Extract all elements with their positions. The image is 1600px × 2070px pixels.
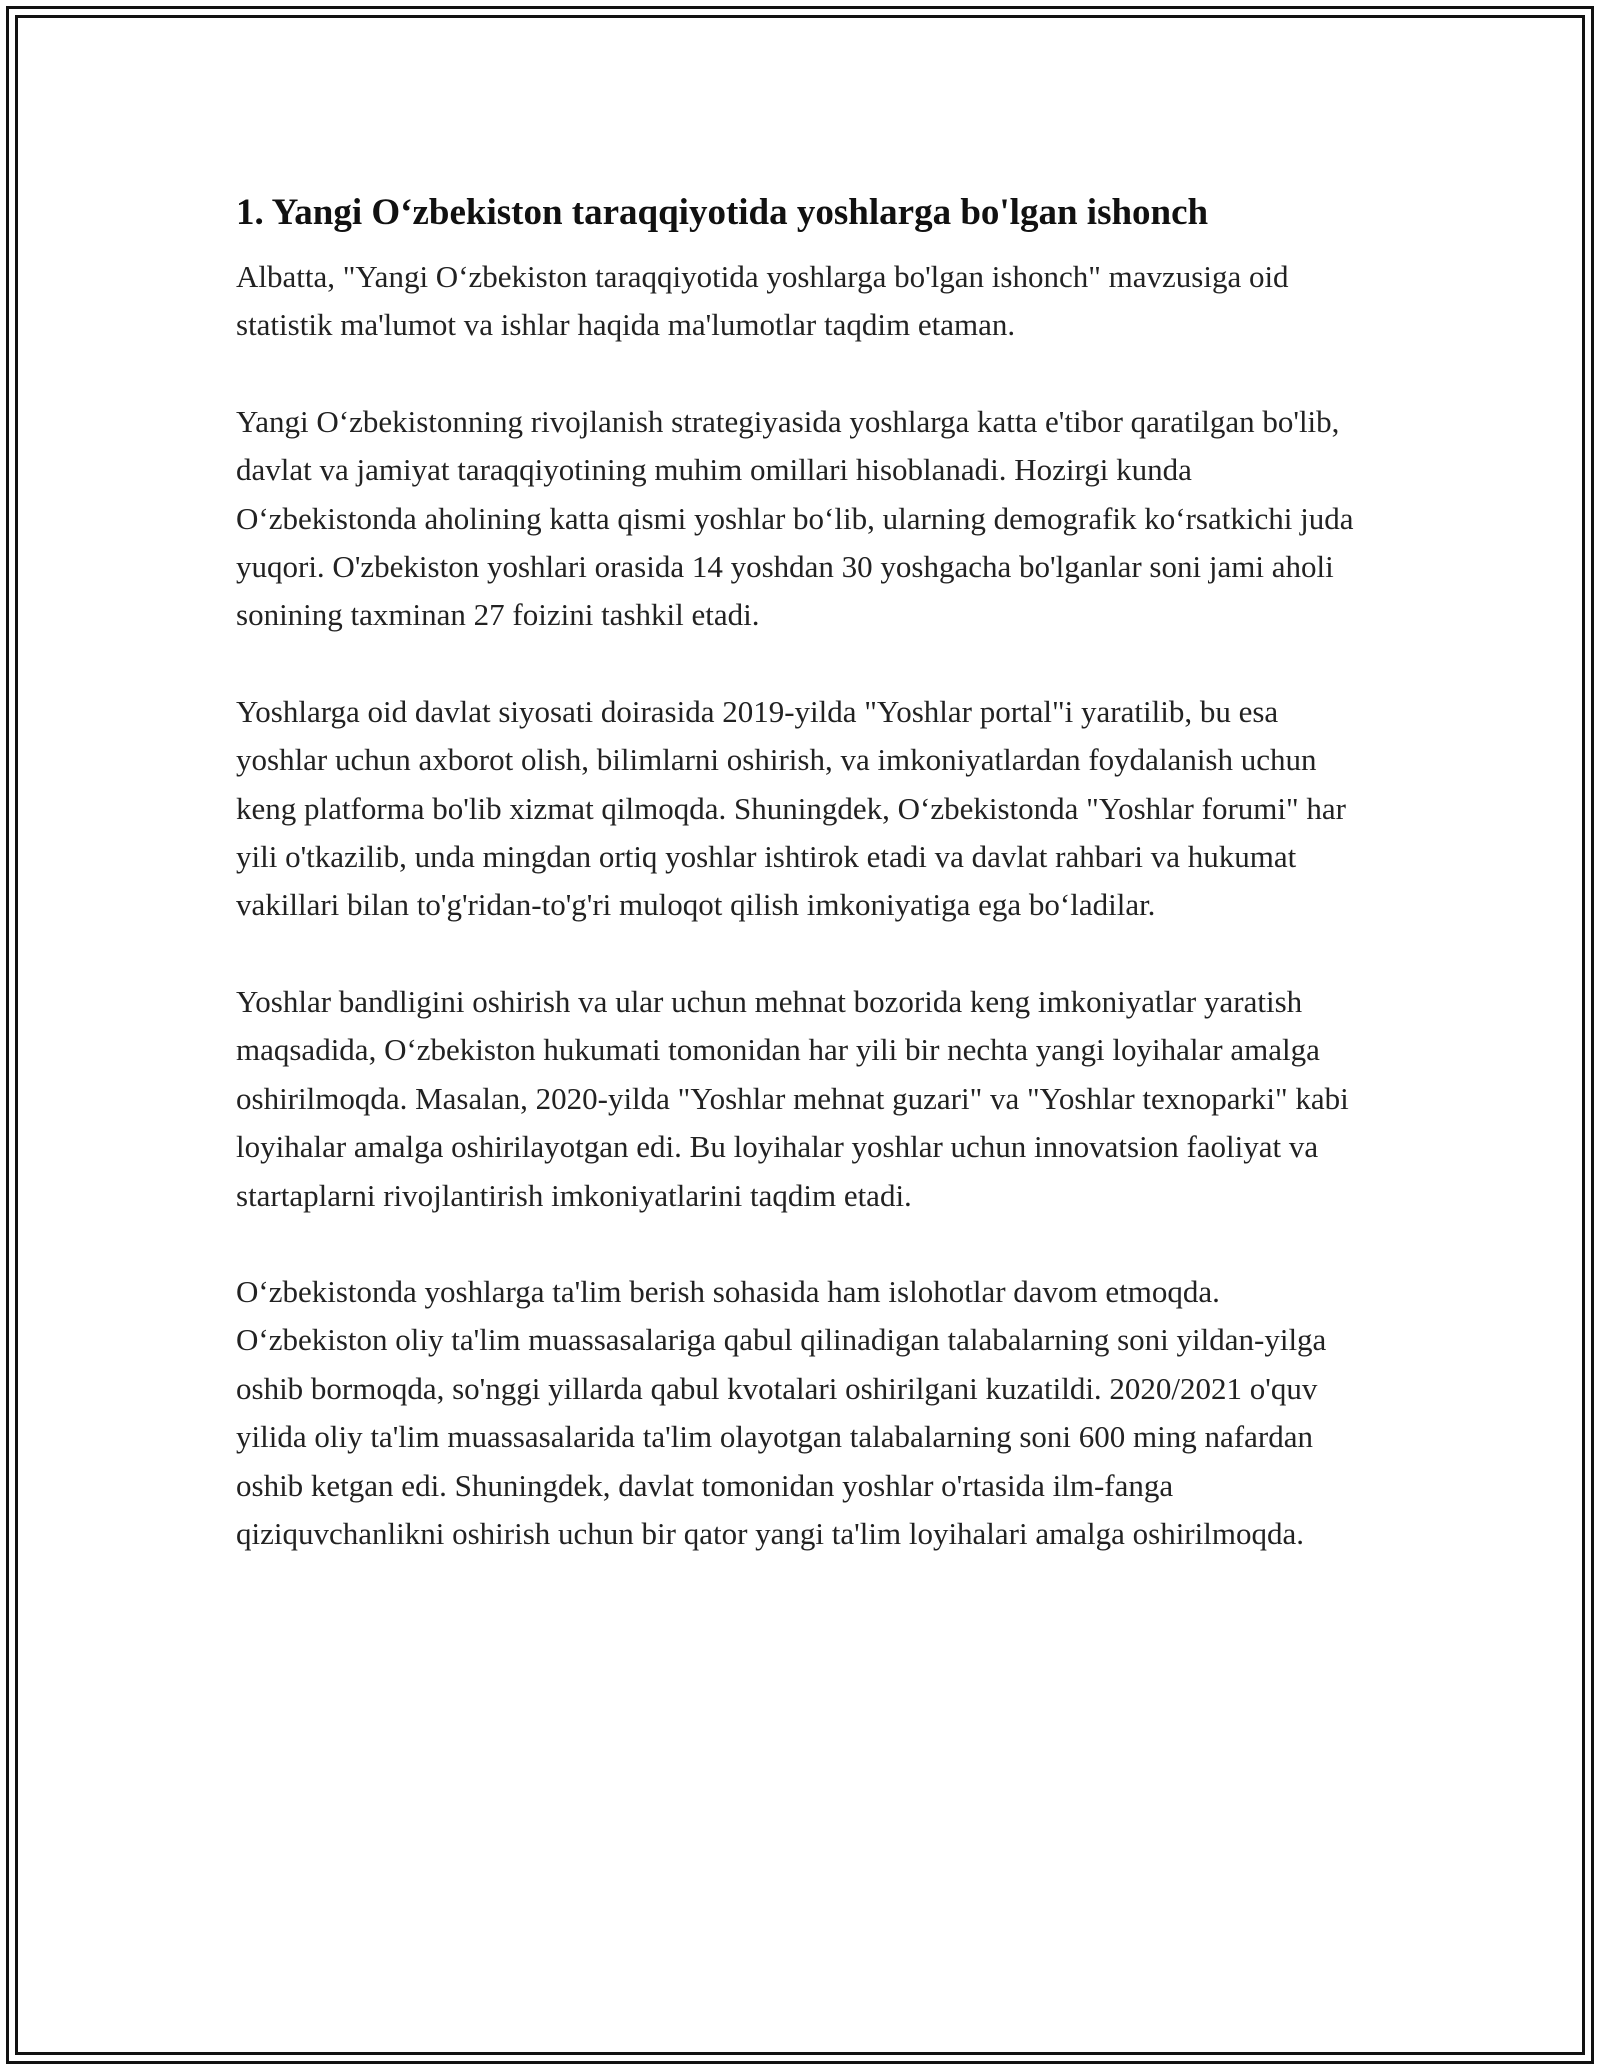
document-body	[236, 185, 1366, 1606]
paragraph-education: O‘zbekistonda yoshlarga ta'lim berish sohasida ham islohotlar davom etmoqda. O‘zbekiston oliy ta'lim muassasalariga qabul qilinadigan talabalarning soni yildan-yilga oshib bormoqda, so'nggi yillarda qabul kvotalari oshirilgani kuzatildi. 2020/2021 o'quv yilida oliy ta'lim muassasalarida ta'lim olayotgan talabalarning soni 600 ming nafardan oshib ketgan edi. Shuningdek, davlat tomonidan yoshlar o'rtasida ilm-fanga qiziquvchanlikni oshirish uchun bir qator yangi ta'lim loyihalari amalga oshirilmoqda.	[236, 1273, 1327, 1551]
paragraph-intro: Albatta, "Yangi O‘zbekiston taraqqiyotida yoshlarga bo'lgan ishonch" mavzusiga oid statistik ma'lumot va ishlar haqida ma'lumotlar taqdim etaman.	[236, 259, 1289, 343]
paragraph-employment: Yoshlar bandligini oshirish va ular uchun mehnat bozorida keng imkoniyatlar yaratish maqsadida, O‘zbekiston hukumati tomonidan har yili bir nechta yangi loyihalar amalga oshirilmoqda. Masalan, 2020-yilda "Yoshlar mehnat guzari" va "Yoshlar texnoparki" kabi loyihalar amalga oshirilayotgan edi. Bu loyihalar yoshlar uchun innovatsion faoliyat va startaplarni rivojlantirish imkoniyatlarini taqdim etadi.	[236, 983, 1349, 1213]
document-title: 1. Yangi O‘zbekiston taraqqiyotida yoshlarga bo'lgan ishonch	[236, 192, 1209, 233]
paragraph-youth-portal: Yoshlarga oid davlat siyosati doirasida 2019-yilda "Yoshlar portal"i yaratilib, bu esa yoshlar uchun axborot olish, bilimlarni oshirish, va imkoniyatlardan foydalanish uchun keng platforma bo'lib xizmat qilmoqda. Shuningdek, O‘zbekistonda "Yoshlar forumi" har yili o'tkazilib, unda mingdan ortiq yoshlar ishtirok etadi va davlat rahbari va hukumat vakillari bilan to'g'ridan-to'g'ri muloqot qilish imkoniyatiga ega bo‘ladilar.	[236, 693, 1346, 923]
paragraph-demographics: Yangi O‘zbekistonning rivojlanish strategiyasida yoshlarga katta e'tibor qaratilgan bo'lib, davlat va jamiyat taraqqiyotining muhim omillari hisoblanadi. Hozirgi kunda O‘zbekistonda aholining katta qismi yoshlar bo‘lib, ularning demografik ko‘rsatkichi juda yuqori. O'zbekiston yoshlari orasida 14 yoshdan 30 yoshgacha bo'lganlar soni jami aholi sonining taxminan 27 foizini tashkil etadi.	[236, 403, 1354, 633]
